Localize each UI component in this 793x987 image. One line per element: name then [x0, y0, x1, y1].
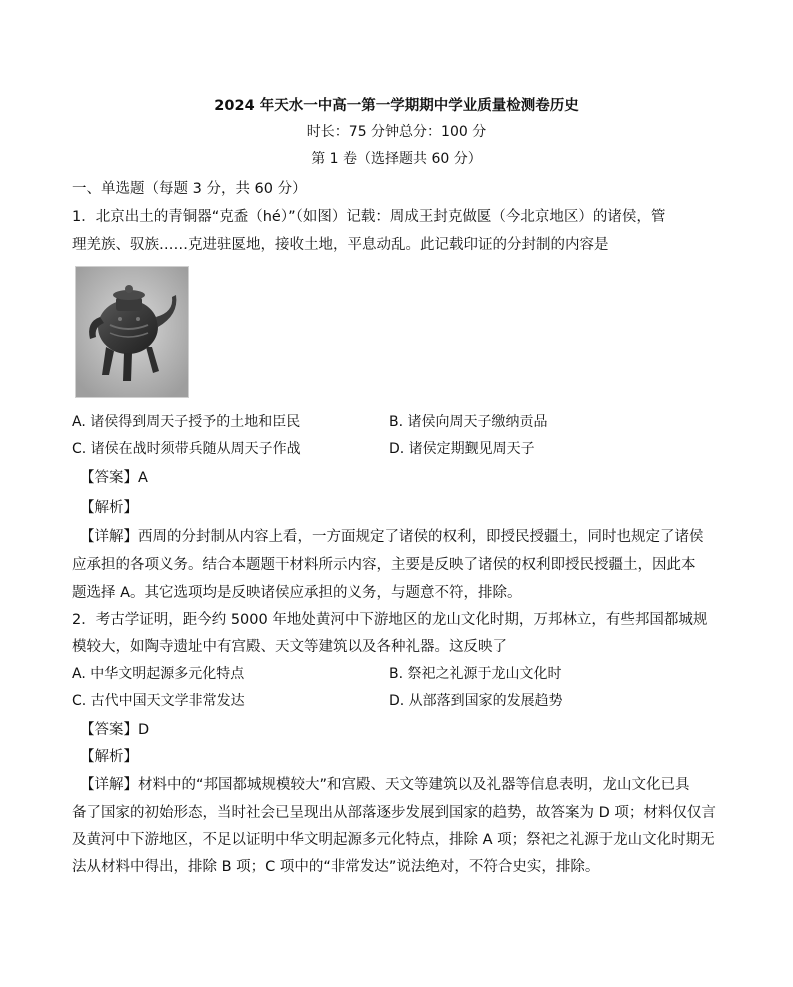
q2-detail-line2: 备了国家的初始形态，当时社会已呈现出从部落逐步发展到国家的趋势，故答案为 D 项；材料仅仅言 [72, 805, 716, 821]
exam-title: 2024 年天水一中高一第一学期期中学业质量检测卷历史 [214, 98, 579, 114]
exam-volume: 第 1 卷（选择题共 60 分） [311, 151, 482, 167]
bronze-vessel-image [75, 266, 189, 398]
q2-detail-line1: 【详解】材料中的“邦国都城规模较大”和宫殿、天文等建筑以及礼器等信息表明，龙山文化已具 [80, 777, 690, 793]
q1-detail-line1: 【详解】西周的分封制从内容上看，一方面规定了诸侯的权利，即授民授疆土，同时也规定了诸侯 [80, 529, 704, 545]
q1-option-d: D. 诸侯定期觐见周天子 [389, 441, 535, 457]
q2-option-b: B. 祭祀之礼源于龙山文化时 [389, 666, 562, 682]
q2-detail-line4: 法从材料中得出，排除 B 项；C 项中的“非常发达”说法绝对，不符合史实，排除。 [72, 859, 600, 875]
q1-analysis: 【解析】 [80, 500, 138, 516]
q1-answer: 【答案】A [80, 470, 148, 486]
q1-stem-line1: 1．北京出土的青铜器“克盉（hé）”（如图）记载：周成王封克做匽（今北京地区）的诸侯，管 [72, 209, 666, 225]
q1-option-c: C. 诸侯在战时须带兵随从周天子作战 [72, 441, 301, 457]
q1-detail-line2: 应承担的各项义务。结合本题题干材料所示内容，主要是反映了诸侯的权利即授民授疆土，因此本 [72, 557, 696, 573]
q2-stem-line1: 2．考古学证明，距今约 5000 年地处黄河中下游地区的龙山文化时期，万邦林立，有些邦国都城规 [72, 612, 708, 628]
q2-analysis: 【解析】 [80, 749, 138, 765]
q1-option-b: B. 诸侯向周天子缴纳贡品 [389, 414, 548, 430]
q2-answer: 【答案】D [80, 722, 150, 738]
q2-stem-line2: 模较大，如陶寺遗址中有宫殿、天文等建筑以及各种礼器。这反映了 [72, 639, 507, 655]
q2-option-a: A. 中华文明起源多元化特点 [72, 666, 245, 682]
q2-option-d: D. 从部落到国家的发展趋势 [389, 693, 563, 709]
q1-detail-line3: 题选择 A。其它选项均是反映诸侯应承担的义务，与题意不符，排除。 [72, 585, 522, 601]
q2-detail-line3: 及黄河中下游地区，不足以证明中华文明起源多元化特点，排除 A 项；祭祀之礼源于龙山文化时期无 [72, 832, 715, 848]
q1-option-a: A. 诸侯得到周天子授予的土地和臣民 [72, 414, 301, 430]
exam-duration-score: 时长：75 分钟总分：100 分 [306, 124, 487, 140]
section-title: 一、单选题（每题 3 分，共 60 分） [72, 181, 307, 197]
q1-stem-line2: 理羌族、驭族……克进驻匽地，接收土地，平息动乱。此记载印证的分封制的内容是 [72, 237, 609, 253]
q2-option-c: C. 古代中国天文学非常发达 [72, 693, 245, 709]
